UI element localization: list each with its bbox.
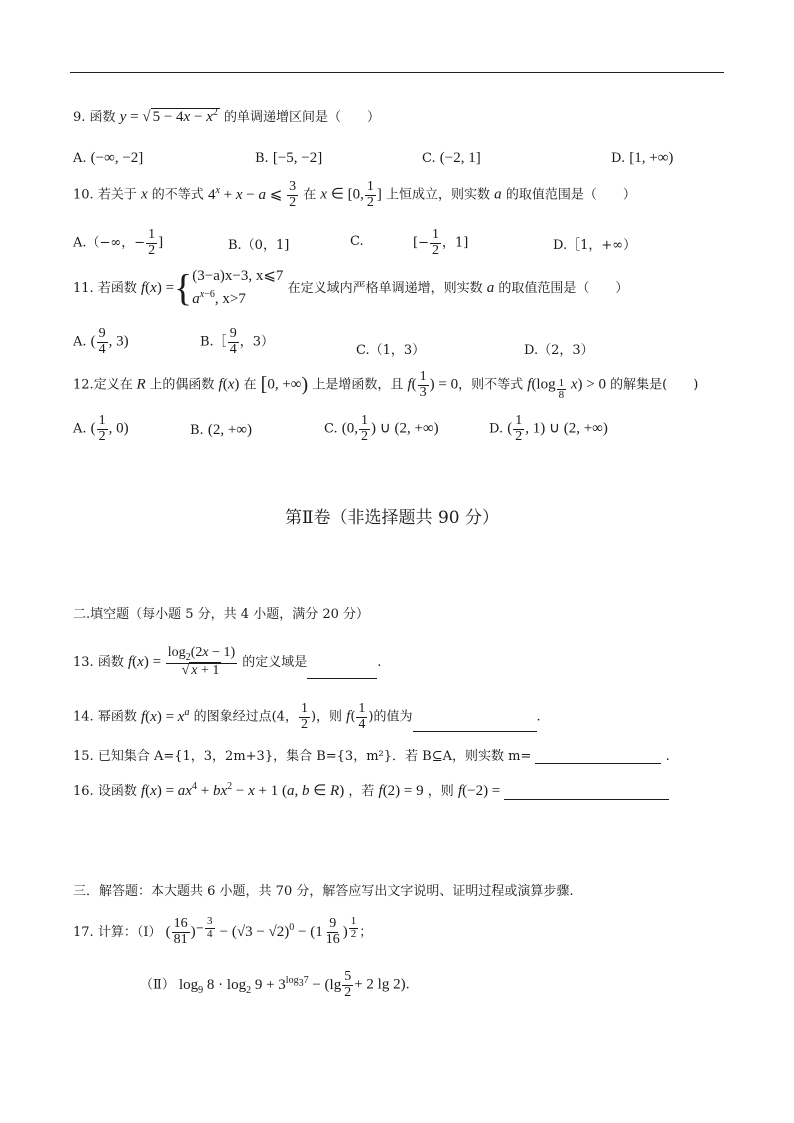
option-d: D. [1, +∞) bbox=[611, 150, 674, 166]
header-rule bbox=[70, 72, 724, 73]
question-14: 14. 幂函数 $f(x) = x^a$ 的图象经过点(4， $\frac{1}{2}$ )，则 f( $\frac{1}{4}$ )的值为 . bbox=[73, 701, 541, 732]
question-15: 15. 已知集合 A={1，3，2m+3}，集合 B={3，m²}．若 B⊆A，则实数 m= . bbox=[73, 749, 670, 764]
option-c: C. (0, $\frac{1}{2}$ ) ∪ (2, +∞) bbox=[324, 413, 439, 444]
solve-section-title: 三．解答题：本大题共 6 小题，共 70 分，解答应写出文字说明、证明过程或演算步骤. bbox=[73, 884, 574, 899]
option-d: D. ( $\frac{1}{2}$ , 1) ∪ (2, +∞) bbox=[489, 413, 608, 444]
option-b: B. [−5, −2] bbox=[255, 150, 323, 166]
question-text: 的单调递增区间是（ ） bbox=[224, 110, 381, 125]
option-c: C.（1，3） bbox=[356, 343, 426, 358]
option-d: D.［1，+∞） bbox=[553, 238, 637, 253]
question-9 bbox=[73, 106, 380, 126]
question-12: 12.定义在 R 上的偶函数 f(x) 在 [0, +∞) 上是增函数，且 f( $\frac{1}{3}$ ) = 0，则不等式 f(log $_{\frac{1}{8}}$ x) > 0 的解集是( ) bbox=[73, 369, 699, 402]
question-13: 13. 函数 f(x) = $\frac{\log_2(2x - 1)}{√ x + 1}$ 的定义域是 . bbox=[73, 645, 382, 679]
option-c: C. (−2, 1] bbox=[422, 150, 481, 166]
question-11: 11. 若函数 f(x) ={ (3−a)x−3, x⩽7 $a^{x-6}$, x>7 在定义域内严格单调递增，则实数 a 的取值范围是（ ） bbox=[73, 267, 629, 310]
option-c: C. bbox=[350, 234, 364, 249]
option-c-value: [− $\frac{1}{2}$ ，1] bbox=[413, 227, 469, 258]
question-17-part-2: （Ⅱ） $\log_9 8 \cdot \log_2 9 + 3^{log_37} - (\lg$ $\frac{5}{2}$ + 2 lg 2). bbox=[140, 969, 410, 1000]
question-17: 17. 计算：（Ⅰ） ( $\frac{16}{81}$ )$^{- \frac{3}{4}}$ − $(√3 - √2)^0 - (1$ $\frac{9}{16}$ ) $^{\frac{1}{2}}$ ； bbox=[73, 915, 373, 947]
question-text: 函数 bbox=[89, 110, 116, 125]
option-a: A.（−∞，− $\frac{1}{2}$ ] bbox=[73, 227, 164, 258]
option-b: B.（0，1] bbox=[228, 238, 290, 253]
section-heading: 第Ⅱ卷（非选择题共 90 分） bbox=[285, 508, 499, 528]
option-b: B. (2, +∞) bbox=[190, 422, 252, 438]
fill-section-title: 二.填空题（每小题 5 分，共 4 小题，满分 20 分） bbox=[73, 607, 370, 622]
question-16: 16. 设函数 $f(x) = ax^4 + bx^2 - x + 1$ (a, b ∈ R) ，若 f(2) = 9 ，则 f(−2) = bbox=[73, 780, 669, 800]
option-d: D.（2，3） bbox=[524, 343, 594, 358]
option-b: B.［ $\frac{9}{4}$ ，3） bbox=[200, 326, 274, 357]
formula: y = √ $5 - 4x - x^2$ bbox=[119, 107, 218, 125]
option-a: A. ( $\frac{9}{4}$ , 3) bbox=[73, 326, 129, 357]
question-10: 10. 若关于 x 的不等式 $4^x + x - a$ ⩽ $\frac{3}{2}$ 在 x ∈ [0, $\frac{1}{2}$ ] 上恒成立，则实数 a 的取值范围是（ ） bbox=[73, 179, 636, 210]
question-number: 9. bbox=[73, 110, 86, 125]
option-a: A. (−∞, −2] bbox=[73, 150, 144, 166]
option-a: A. ( $\frac{1}{2}$ , 0) bbox=[73, 413, 129, 444]
